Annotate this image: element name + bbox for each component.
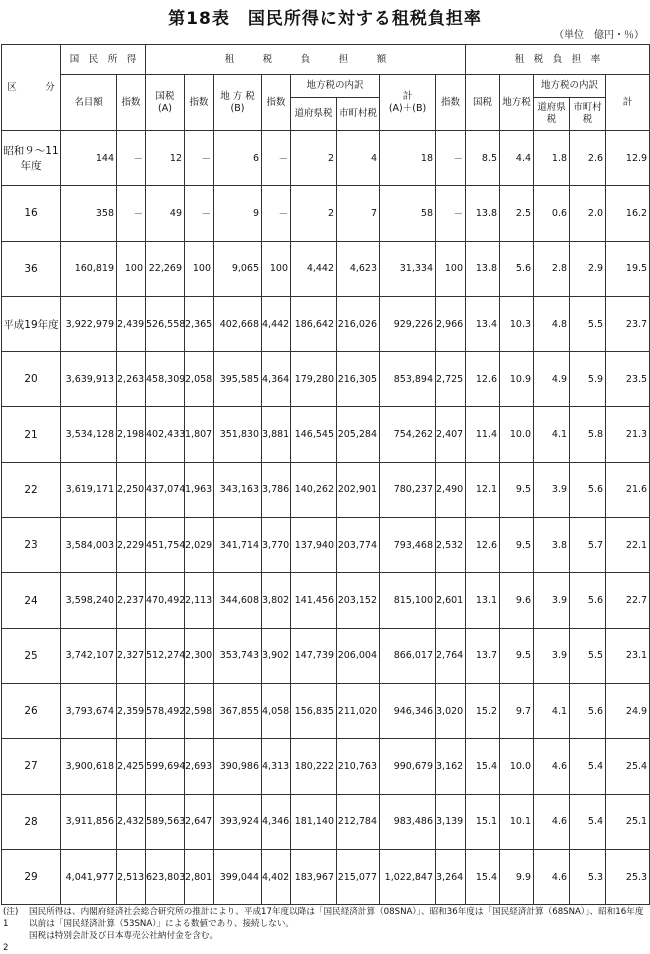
table-cell: 22,269 [146,241,185,296]
table-cell: 7 [337,186,380,241]
note-2: 2 国税は特別会計及び日本専売公社納付金を含む。 [3,931,219,953]
table-cell: 5.4 [570,739,606,794]
row-label: 28 [2,794,61,849]
table-cell: 3,742,107 [61,628,117,683]
table-cell: 866,017 [380,628,436,683]
table-cell: 179,280 [291,352,337,407]
header-index-kokuzei: 指数 [185,75,214,131]
header-municipal: 市町村税 [337,98,380,131]
table-cell: 21.6 [606,462,650,517]
table-cell: 4.9 [534,352,570,407]
table-cell: 5.3 [570,849,606,904]
table-cell: 21.3 [606,407,650,462]
table-cell: 367,855 [214,683,262,738]
table-cell: 2,425 [117,739,146,794]
table-cell: 22.1 [606,518,650,573]
table-cell: 25.1 [606,794,650,849]
table-cell: 578,492 [146,683,185,738]
table-row [2,628,650,683]
table-cell: 1,022,847 [380,849,436,904]
table-cell: 526,558 [146,296,185,351]
row-label: 平成19年度 [2,296,61,351]
table-cell: 983,486 [380,794,436,849]
table-cell: 3.9 [534,628,570,683]
table-cell: 4,058 [262,683,291,738]
table-cell: 2,764 [436,628,466,683]
table-cell: 2,693 [185,739,214,794]
row-label: 25 [2,628,61,683]
table-cell: 12 [146,131,185,186]
table-cell: 4,442 [291,241,337,296]
table-cell: 2,966 [436,296,466,351]
table-cell: － [117,186,146,241]
table-cell: 31,334 [380,241,436,296]
table-row [2,794,650,849]
row-label: 16 [2,186,61,241]
table-cell: 12.6 [466,352,500,407]
table-cell: 3,534,128 [61,407,117,462]
table-cell: 754,262 [380,407,436,462]
table-cell: 5.5 [570,628,606,683]
table-cell: 15.4 [466,849,500,904]
table-cell: 202,901 [337,462,380,517]
header-kubun: 区 分 [2,45,61,131]
table-cell: 8.5 [466,131,500,186]
table-cell: 13.7 [466,628,500,683]
header-kokuzei: 国税 (A) [146,75,185,131]
table-cell: 12.6 [466,518,500,573]
table-cell: 203,152 [337,573,380,628]
table-cell: 2,237 [117,573,146,628]
table-cell: 3.8 [534,518,570,573]
table-cell: 146,545 [291,407,337,462]
table-cell: 353,743 [214,628,262,683]
table-cell: 2,113 [185,573,214,628]
table-cell: 2,647 [185,794,214,849]
table-cell: 211,020 [337,683,380,738]
table-cell: 5.6 [500,241,534,296]
table-cell: 929,226 [380,296,436,351]
header-rate-breakdown: 地方税の内訳 [534,75,606,98]
table-cell: 25.4 [606,739,650,794]
table-cell: 12.9 [606,131,650,186]
table-cell: 3,922,979 [61,296,117,351]
header-national-income: 国 民 所 得 [61,45,146,75]
table-cell: 4.6 [534,739,570,794]
table-cell: 9,065 [214,241,262,296]
table-cell: 9.5 [500,518,534,573]
table-cell: 623,803 [146,849,185,904]
table-cell: 512,274 [146,628,185,683]
table-cell: 216,026 [337,296,380,351]
table-row [2,352,650,407]
header-chihouzei: 地 方 税 (B) [214,75,262,131]
table-cell: 19.5 [606,241,650,296]
table-cell: 2,359 [117,683,146,738]
table-cell: 205,284 [337,407,380,462]
table-row [2,241,650,296]
table-cell: 141,456 [291,573,337,628]
table-cell: 3,264 [436,849,466,904]
table-cell: 15.1 [466,794,500,849]
table-cell: － [262,186,291,241]
table-cell: 3,881 [262,407,291,462]
table-cell: 4.1 [534,683,570,738]
table-cell: 4.8 [534,296,570,351]
row-label: 20 [2,352,61,407]
table-cell: 4,623 [337,241,380,296]
table-cell: 9.5 [500,628,534,683]
table-cell: 11.4 [466,407,500,462]
table-cell: 853,894 [380,352,436,407]
header-rate-total: 計 [606,75,650,131]
table-cell: 402,433 [146,407,185,462]
table-row [2,462,650,517]
table-cell: 100 [262,241,291,296]
table-cell: 2,407 [436,407,466,462]
table-cell: 100 [185,241,214,296]
table-cell: 3.9 [534,462,570,517]
table-cell: 4,442 [262,296,291,351]
table-cell: 100 [436,241,466,296]
table-cell: 458,309 [146,352,185,407]
table-cell: 2,327 [117,628,146,683]
table-cell: 5.8 [570,407,606,462]
table-cell: 13.1 [466,573,500,628]
table-row [2,573,650,628]
table-cell: 470,492 [146,573,185,628]
table-cell: 780,237 [380,462,436,517]
table-cell: 2.5 [500,186,534,241]
header-tax-rate: 租 税 負 担 率 [466,45,650,75]
table-cell: 3,020 [436,683,466,738]
table-cell: 16.2 [606,186,650,241]
table-cell: 1,963 [185,462,214,517]
row-label: 22 [2,462,61,517]
table-cell: 5.6 [570,462,606,517]
table-cell: 2,513 [117,849,146,904]
table-cell: 2,250 [117,462,146,517]
header-breakdown: 地方税の内訳 [291,75,380,98]
row-label: 21 [2,407,61,462]
header-nominal: 名目額 [61,75,117,131]
table-cell: 3,162 [436,739,466,794]
table-cell: 181,140 [291,794,337,849]
table-cell: 3,598,240 [61,573,117,628]
table-cell: 4,041,977 [61,849,117,904]
unit-note: （単位 億円・％） [554,30,644,41]
table-cell: 2.6 [570,131,606,186]
table-cell: 3,793,674 [61,683,117,738]
table-cell: 2,725 [436,352,466,407]
table-cell: 358 [61,186,117,241]
table-cell: － [185,186,214,241]
table-row [2,518,650,573]
row-label: 29 [2,849,61,904]
table-cell: 22.7 [606,573,650,628]
table-cell: 9.9 [500,849,534,904]
header-index-total: 指数 [436,75,466,131]
row-label: 36 [2,241,61,296]
table-cell: 18 [380,131,436,186]
table-cell: 12.1 [466,462,500,517]
table-cell: 9 [214,186,262,241]
table-cell: 793,468 [380,518,436,573]
note-1: (注) 1 国民所得は、内閣府経済社会総合研究所の推計により、平成17年度以降は「国民経済計算（08SNA）」、昭和36年度は「国民経済計算（68SNA）」、昭和16年度以前は「国民経済計算（53SNA）」による数値であり、接続しない。 [3,907,644,929]
header-prefectural: 道府県税 [291,98,337,131]
table-cell: 589,563 [146,794,185,849]
table-cell: 186,642 [291,296,337,351]
table-cell: 393,924 [214,794,262,849]
table-row [2,849,650,904]
table-row [2,407,650,462]
table-cell: 2,198 [117,407,146,462]
table-cell: 815,100 [380,573,436,628]
table-cell: 203,774 [337,518,380,573]
table-cell: 3.9 [534,573,570,628]
table-cell: 2,029 [185,518,214,573]
row-label: 23 [2,518,61,573]
table-cell: 4.6 [534,849,570,904]
table-cell: 49 [146,186,185,241]
table-cell: 0.6 [534,186,570,241]
table-cell: 5.9 [570,352,606,407]
table-cell: 216,305 [337,352,380,407]
table-cell: 144 [61,131,117,186]
table-cell: 180,222 [291,739,337,794]
table-cell: － [117,131,146,186]
table-cell: 147,739 [291,628,337,683]
table-cell: 3,900,618 [61,739,117,794]
table-cell: 2,490 [436,462,466,517]
table-row [2,739,650,794]
table-cell: 2,300 [185,628,214,683]
table-cell: 23.7 [606,296,650,351]
table-cell: － [185,131,214,186]
table-cell: 2,229 [117,518,146,573]
table-cell: 10.0 [500,739,534,794]
table-cell: 10.3 [500,296,534,351]
page-title: 第18表 国民所得に対する租税負担率 [168,9,482,29]
header-rate-prefectural: 道府県税 [534,98,570,131]
table-cell: 344,608 [214,573,262,628]
table-cell: 10.1 [500,794,534,849]
table-cell: 4 [337,131,380,186]
table-cell: 2 [291,186,337,241]
table-row [2,296,650,351]
table-row [2,683,650,738]
table-cell: 2.0 [570,186,606,241]
header-total-ab: 計 (A)＋(B) [380,75,436,131]
table-cell: 4,313 [262,739,291,794]
table-cell: 4.1 [534,407,570,462]
table-cell: 2,058 [185,352,214,407]
table-cell: 23.5 [606,352,650,407]
header-rate-municipal: 市町村税 [570,98,606,131]
table-cell: 23.1 [606,628,650,683]
row-label: 昭和９～11年度 [2,131,61,186]
table-cell: 100 [117,241,146,296]
table-cell: 140,262 [291,462,337,517]
table-cell: 58 [380,186,436,241]
table-cell: 3,584,003 [61,518,117,573]
table-cell: 395,585 [214,352,262,407]
table-cell: 4.4 [500,131,534,186]
table-cell: 2,432 [117,794,146,849]
table-cell: 2,801 [185,849,214,904]
table-cell: 137,940 [291,518,337,573]
table-cell: 3,619,171 [61,462,117,517]
table-cell: 10.9 [500,352,534,407]
table-cell: 3,139 [436,794,466,849]
table-cell: 24.9 [606,683,650,738]
table-cell: 9.7 [500,683,534,738]
table-cell: 183,967 [291,849,337,904]
table-cell: 3,770 [262,518,291,573]
table-cell: 2.9 [570,241,606,296]
table-cell: 5.4 [570,794,606,849]
table-cell: 4,346 [262,794,291,849]
tax-burden-table [1,44,650,905]
table-cell: － [436,131,466,186]
table-cell: 4.6 [534,794,570,849]
table-cell: 946,346 [380,683,436,738]
header-index-income: 指数 [117,75,146,131]
table-cell: 3,902 [262,628,291,683]
table-cell: 25.3 [606,849,650,904]
table-cell: 351,830 [214,407,262,462]
table-cell: 1,807 [185,407,214,462]
table-cell: 13.8 [466,186,500,241]
notes [3,906,648,954]
row-label: 27 [2,739,61,794]
table-cell: 2,263 [117,352,146,407]
table-cell: 2.8 [534,241,570,296]
table-cell: 399,044 [214,849,262,904]
header-tax-amount: 租 税 負 担 額 [146,45,466,75]
table-cell: 4,364 [262,352,291,407]
table-cell: 13.4 [466,296,500,351]
table-cell: 9.5 [500,462,534,517]
table-cell: 343,163 [214,462,262,517]
table-cell: 156,835 [291,683,337,738]
table-cell: 2,532 [436,518,466,573]
table-cell: 2,601 [436,573,466,628]
table-cell: 2,598 [185,683,214,738]
table-cell: 206,004 [337,628,380,683]
table-cell: 451,754 [146,518,185,573]
table-row [2,186,650,241]
header-index-chihouzei: 指数 [262,75,291,131]
table-cell: 2,439 [117,296,146,351]
row-label: 26 [2,683,61,738]
table-cell: 3,802 [262,573,291,628]
table-cell: 437,074 [146,462,185,517]
table-cell: 160,819 [61,241,117,296]
table-cell: 2,365 [185,296,214,351]
table-cell: 3,786 [262,462,291,517]
table-cell: 5.6 [570,683,606,738]
table-cell: 5.6 [570,573,606,628]
row-label: 24 [2,573,61,628]
table-cell: 9.6 [500,573,534,628]
table-cell: 3,911,856 [61,794,117,849]
table-cell: 2 [291,131,337,186]
table-cell: 599,694 [146,739,185,794]
table-cell: 212,784 [337,794,380,849]
header-rate-chihouzei: 地方税 [500,75,534,131]
table-cell: － [262,131,291,186]
table-cell: 4,402 [262,849,291,904]
table-cell: 15.4 [466,739,500,794]
table-cell: 5.5 [570,296,606,351]
table-cell: 6 [214,131,262,186]
table-cell: 10.0 [500,407,534,462]
table-cell: 390,986 [214,739,262,794]
header-rate-kokuzei: 国税 [466,75,500,131]
table-cell: 3,639,913 [61,352,117,407]
table-cell: 990,679 [380,739,436,794]
table-cell: 402,668 [214,296,262,351]
table-cell: 13.8 [466,241,500,296]
table-cell: 1.8 [534,131,570,186]
table-cell: 15.2 [466,683,500,738]
table-row [2,131,650,186]
table-cell: 215,077 [337,849,380,904]
table-cell: 341,714 [214,518,262,573]
table-cell: 5.7 [570,518,606,573]
table-cell: 210,763 [337,739,380,794]
table-cell: － [436,186,466,241]
